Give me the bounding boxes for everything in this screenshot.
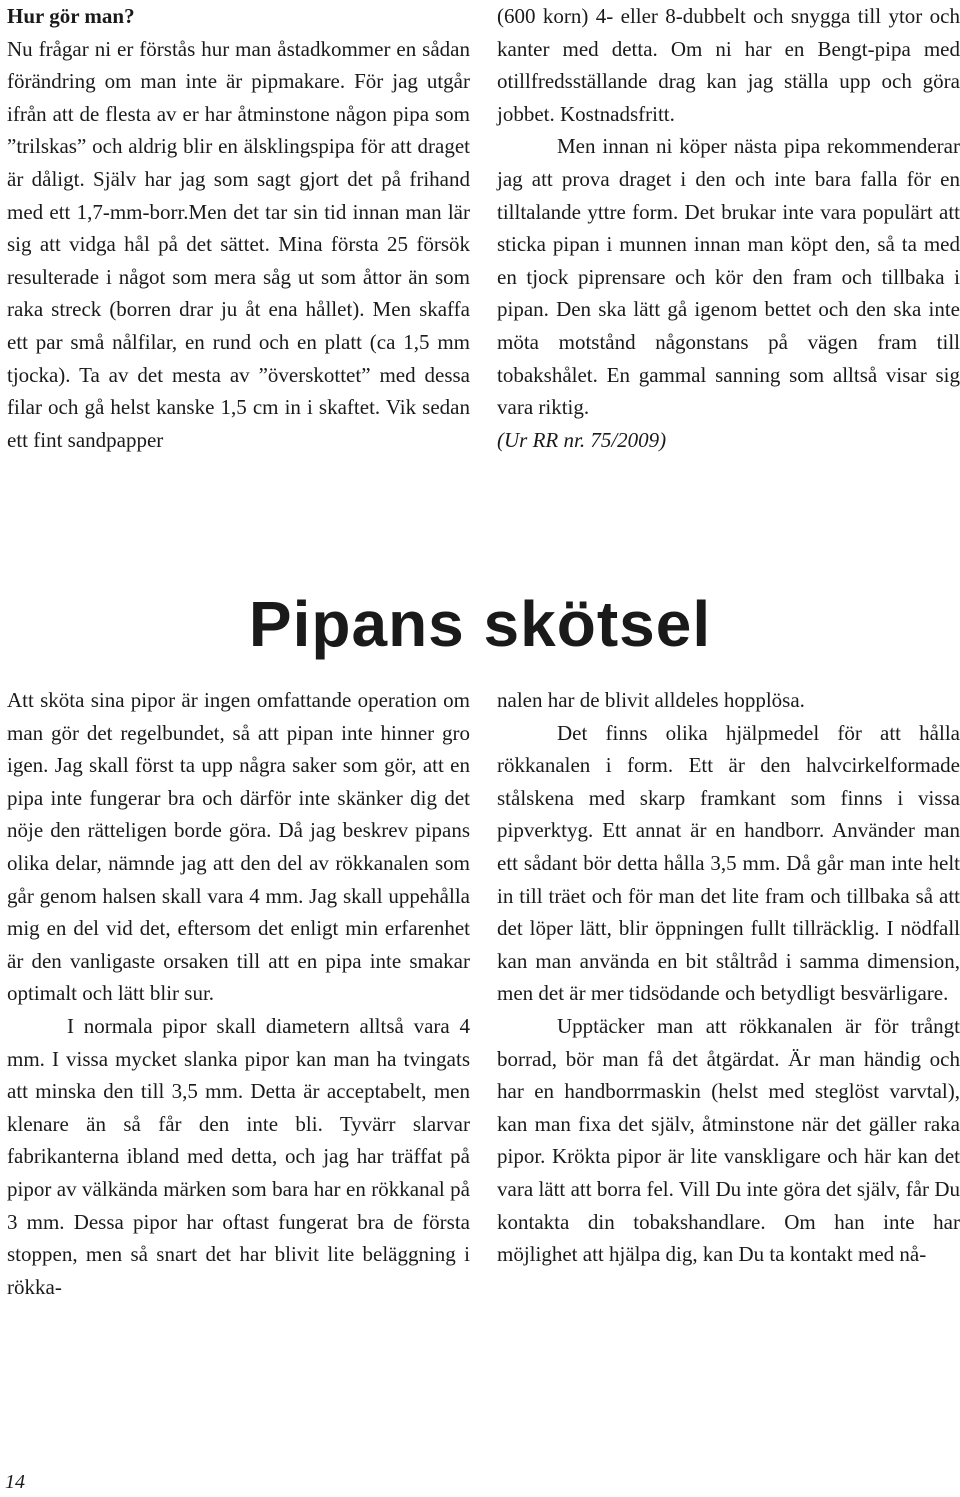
body-paragraph: Men innan ni köper nästa pipa rekommenderar jag att prova draget i den och inte bara falla för en tilltalande yttre form. Det brukar inte vara populärt att sticka pipan i munnen innan man köpt den, så ta med en tjock piprensare och kör den fram och tillbaka i pipan. Den ska lätt gå igenom bettet och den ska inte möta motstånd någonstans på vägen fram till tobakshålet. En gammal sanning som alltså visar sig vara riktig.: [497, 134, 960, 420]
section-heading: Hur gör man?: [7, 4, 135, 28]
body-paragraph: Det finns olika hjälpmedel för att hålla rökkanalen i form. Ett är den halvcirkelformade stålskena med skarp framkant som finns i vissa pipverktyg. Ett annat är en handborr. Använder man ett sådant bör detta hålla 3,5 mm. Då går man inte helt in till träet och för man det lite fram och tillbaka så att det löper lätt, blir öppningen fullt tillräcklig. I nödfall kan man använda en bit ståltråd i samma dimension, men det är mer tidsödande och betydligt besvärligare.: [497, 720, 960, 1006]
article-column-1: [7, 684, 470, 1303]
article-column-2: [497, 684, 960, 1271]
source-citation: (Ur RR nr. 75/2009): [497, 427, 667, 452]
body-paragraph: Att sköta sina pipor är ingen omfattande operation om man gör det regelbundet, så att pipan inte hinner gro igen. Jag skall först ta upp några saker som gör, att en pipa inte fungerar bra och därför inte skänker dig det nöje den rätteligen borde göra. Då jag beskrev pipans olika delar, nämnde jag att den del av rökkanalen som går genom halsen skall vara 4 mm. Jag skall uppehålla mig en del vid det, eftersom det enligt min erfarenhet är den vanligaste orsaken till att en pipa inte smakar optimalt och lätt blir sur.: [7, 688, 470, 1006]
body-paragraph: I normala pipor skall diametern alltså vara 4 mm. I vissa mycket slanka pipor kan man ha tvingats att minska den till 3,5 mm. Detta är acceptabelt, men klenare än så får den inte bli. Tyvärr slarvar fabrikanterna ibland med detta, och jag har träffat på pipor av välkända märken som bara har en rökkanal på 3 mm. Dessa pipor har oftast fungerat bra de första stoppen, men så snart det har blivit lite beläggning i rökka-: [7, 1013, 470, 1299]
previous-article-column-1: [7, 0, 470, 456]
body-paragraph: (600 korn) 4- eller 8-dubbelt och snygga till ytor och kanter med detta. Om ni har en Bengt-pipa med otillfredsställande drag kan jag ställa upp och göra jobbet. Kostnadsfritt.: [497, 4, 960, 126]
body-paragraph: Nu frågar ni er förstås hur man åstadkommer en sådan förändring om man inte är pipmakare. För jag utgår ifrån att de flesta av er har åtminstone någon pipa som ”trilskas” och aldrig blir en älsklingspipa för att draget är dåligt. Själv har jag som sagt gjort det på frihand med ett 1,7-mm-borr.Men det tar sin tid innan man lär sig att vidga hål på det sättet. Mina första 25 försök resulterade i något som mera såg ut som åttor än som raka streck (borren drar ju åt ena hållet). Men skaffa ett par små nålfilar, en rund och en platt (ca 1,5 mm tjocka). Ta av det mesta av ”överskottet” med dessa filar och gå helst kanske 1,5 cm in i skaftet. Vik sedan ett fint sandpapper: [7, 36, 470, 452]
body-paragraph: nalen har de blivit alldeles hopplösa.: [497, 688, 805, 712]
page-number: 14: [5, 1471, 25, 1493]
body-paragraph: Upptäcker man att rökkanalen är för trångt borrad, bör man få det åtgärdat. Är man händig och har en handborrmaskin (helst med steglöst varvtal), kan man fixa det själv, åtminstone när det gäller raka pipor. Krökta pipor är lite vanskligare och här kan det vara lätt att borra fel. Vill Du inte göra det själv, får Du kontakta din tobakshandlare. Om han inte har möjlighet att hjälpa dig, kan Du ta kontakt med nå-: [497, 1013, 960, 1267]
article-title: Pipans skötsel: [248, 588, 712, 660]
previous-article-column-2: [497, 0, 960, 456]
